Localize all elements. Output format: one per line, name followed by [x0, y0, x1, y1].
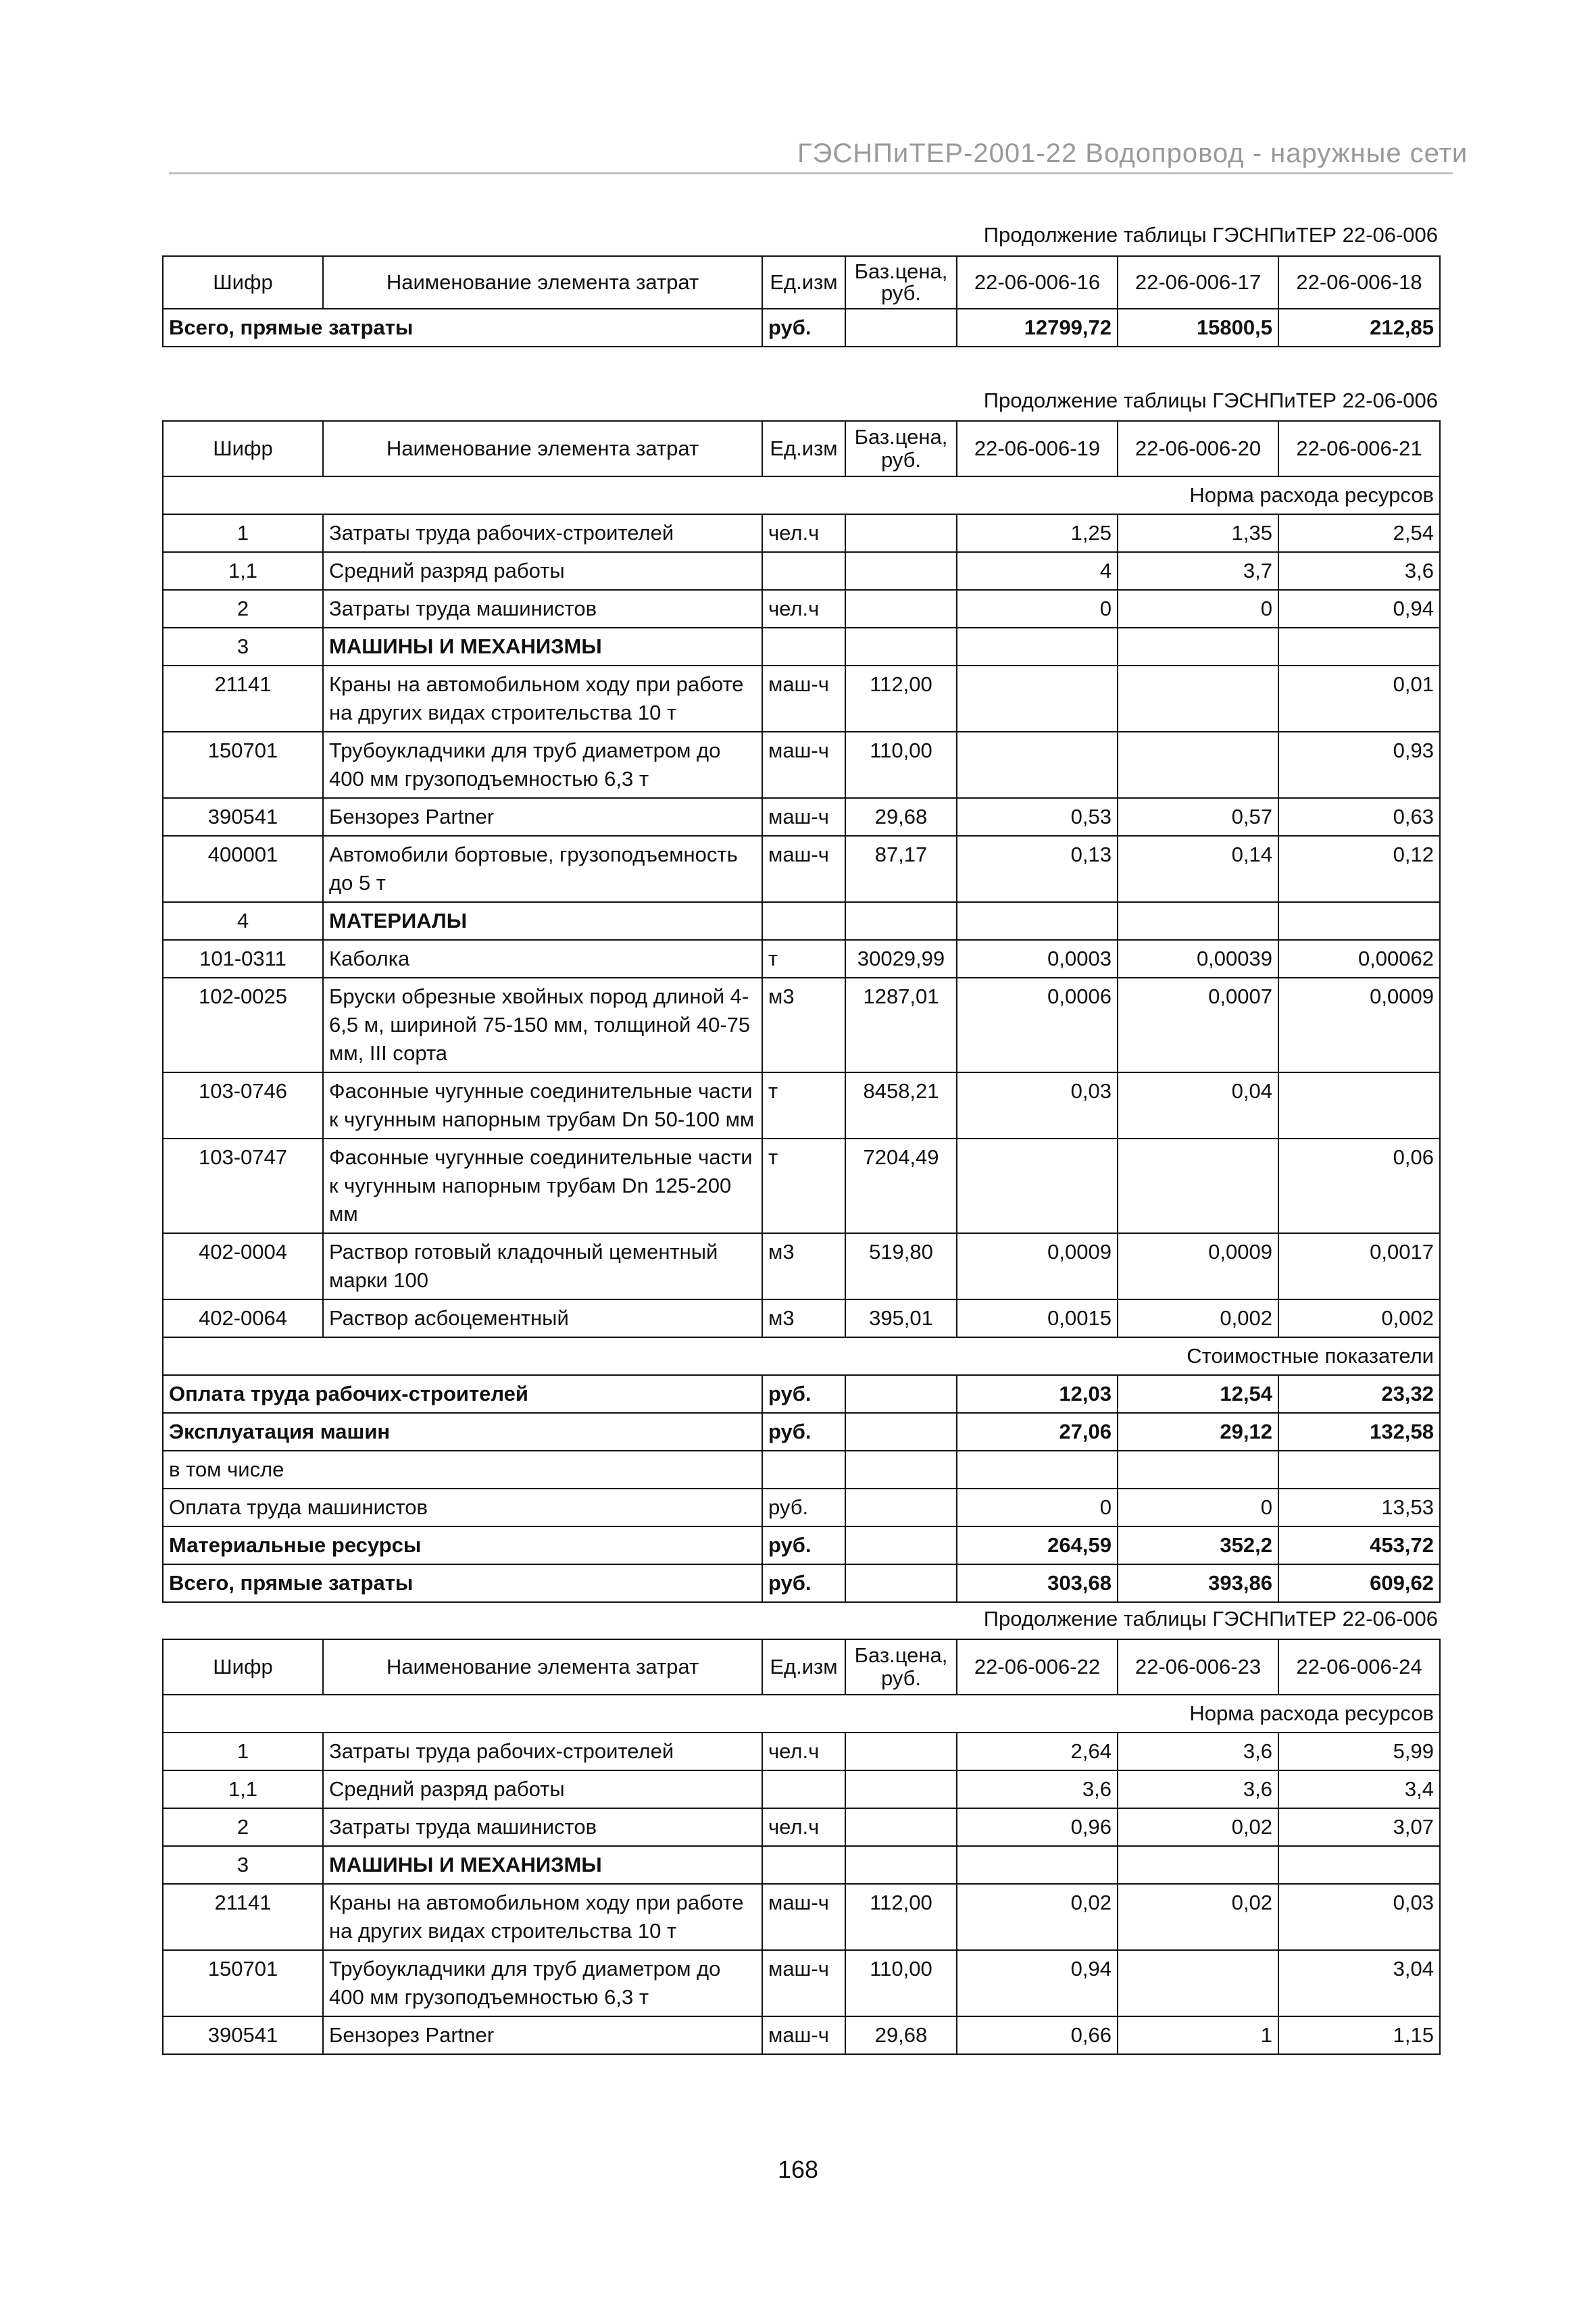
- row-unit: чел.ч: [762, 590, 845, 628]
- row-value: 3,6: [1118, 1733, 1278, 1770]
- row-value: 0,0009: [957, 1233, 1118, 1299]
- table-header-row: [163, 421, 1440, 476]
- table-caption: Продолжение таблицы ГЭСНПиТЕР 22-06-006: [983, 223, 1438, 247]
- col-unit-header: Ед.изм: [762, 421, 845, 476]
- resource-rows: [163, 1733, 1440, 2054]
- cost-value: 453,72: [1278, 1526, 1440, 1564]
- row-unit: маш-ч: [762, 666, 845, 732]
- row-value: 1,15: [1278, 2016, 1440, 2054]
- col-price-header: Баз.цена, руб.: [845, 256, 957, 309]
- col-norm-header: 22-06-006-21: [1278, 421, 1440, 476]
- row-value: [1118, 628, 1278, 666]
- cost-label: Стоимостные показатели: [163, 1337, 1440, 1375]
- col-norm-header: 22-06-006-17: [1118, 256, 1278, 309]
- cost-value: 12,03: [957, 1375, 1118, 1413]
- cost-table-2: [162, 420, 1441, 1603]
- row-value: 0,94: [1278, 590, 1440, 628]
- cost-row: [163, 1375, 1440, 1413]
- row-value: 0: [957, 590, 1118, 628]
- row-price: [845, 552, 957, 590]
- row-value: 3,6: [1118, 1770, 1278, 1808]
- row-value: [1118, 666, 1278, 732]
- row-price: 8458,21: [845, 1072, 957, 1139]
- row-value: [1118, 902, 1278, 940]
- table-header-row: [163, 1639, 1440, 1695]
- row-value: 0,06: [1278, 1139, 1440, 1233]
- row-price: 30029,99: [845, 940, 957, 978]
- cost-label-cell: Материальные ресурсы: [163, 1526, 762, 1564]
- row-value: 0,0003: [957, 940, 1118, 978]
- row-code: 1: [163, 1733, 323, 1770]
- row-price: 110,00: [845, 732, 957, 798]
- row-value: 1: [1118, 2016, 1278, 2054]
- cost-price: [845, 1413, 957, 1451]
- header-rule: [169, 172, 1453, 174]
- col-price-header: Баз.цена, руб.: [845, 421, 957, 476]
- cost-value: 23,32: [1278, 1375, 1440, 1413]
- col-norm-header: 22-06-006-24: [1278, 1639, 1440, 1695]
- row-name: МАШИНЫ И МЕХАНИЗМЫ: [323, 628, 762, 666]
- row-value: 0,94: [957, 1950, 1118, 2016]
- row-price: [845, 1808, 957, 1846]
- col-name-header: Наименование элемента затрат: [323, 256, 762, 309]
- row-value: 0,04: [1118, 1072, 1278, 1139]
- cost-price: [845, 1451, 957, 1489]
- row-unit: маш-ч: [762, 1950, 845, 2016]
- col-norm-header: 22-06-006-16: [957, 256, 1118, 309]
- row-name: Каболка: [323, 940, 762, 978]
- table-row: [163, 1299, 1440, 1337]
- row-name: Бруски обрезные хвойных пород длиной 4-6,5 м, шириной 75-150 мм, толщиной 40-75 мм, III сорта: [323, 978, 762, 1072]
- cost-label-cell: Всего, прямые затраты: [163, 1564, 762, 1602]
- row-value: 4: [957, 552, 1118, 590]
- row-value: 2,54: [1278, 514, 1440, 552]
- cost-value: 29,12: [1118, 1413, 1278, 1451]
- table-caption: Продолжение таблицы ГЭСНПиТЕР 22-06-006: [983, 1607, 1438, 1631]
- cost-price: [845, 1375, 957, 1413]
- row-code: 101-0311: [163, 940, 323, 978]
- row-price: [845, 902, 957, 940]
- col-price-header: Баз.цена, руб.: [845, 1639, 957, 1695]
- table-caption: Продолжение таблицы ГЭСНПиТЕР 22-06-006: [983, 389, 1438, 412]
- row-price: 519,80: [845, 1233, 957, 1299]
- row-value: [957, 732, 1118, 798]
- row-price: 110,00: [845, 1950, 957, 2016]
- cost-unit: руб.: [762, 1526, 845, 1564]
- row-name: Бензорез Partner: [323, 798, 762, 836]
- col-unit-header: Ед.изм: [762, 256, 845, 309]
- table-row: [163, 940, 1440, 978]
- row-name: Затраты труда рабочих-строителей: [323, 514, 762, 552]
- row-name: Затраты труда рабочих-строителей: [323, 1733, 762, 1770]
- table-row: [163, 1733, 1440, 1770]
- row-unit: [762, 1770, 845, 1808]
- row-value: 2,64: [957, 1733, 1118, 1770]
- total-value: 12799,72: [957, 309, 1118, 347]
- row-value: [1118, 1139, 1278, 1233]
- cost-value: 132,58: [1278, 1413, 1440, 1451]
- col-norm-header: 22-06-006-23: [1118, 1639, 1278, 1695]
- norm-label-row: [163, 1695, 1440, 1733]
- row-value: 1,25: [957, 514, 1118, 552]
- table-row: [163, 666, 1440, 732]
- row-price: 1287,01: [845, 978, 957, 1072]
- cost-label-row: [163, 1337, 1440, 1375]
- row-code: 4: [163, 902, 323, 940]
- row-unit: маш-ч: [762, 2016, 845, 2054]
- running-header: ГЭСНПиТЕР-2001-22 Водопровод - наружные сети: [797, 139, 1468, 168]
- table-row: [163, 628, 1440, 666]
- cost-value: 352,2: [1118, 1526, 1278, 1564]
- total-value: 212,85: [1278, 309, 1440, 347]
- col-name-header: Наименование элемента затрат: [323, 421, 762, 476]
- row-unit: [762, 902, 845, 940]
- row-unit: чел.ч: [762, 514, 845, 552]
- cost-value: 393,86: [1118, 1564, 1278, 1602]
- row-value: [1278, 1072, 1440, 1139]
- row-value: 0: [1118, 590, 1278, 628]
- row-price: [845, 590, 957, 628]
- row-value: 3,7: [1118, 552, 1278, 590]
- cost-unit: руб.: [762, 1564, 845, 1602]
- row-code: 103-0746: [163, 1072, 323, 1139]
- table-row: [163, 978, 1440, 1072]
- total-row: [163, 309, 1440, 347]
- table-row: [163, 1770, 1440, 1808]
- col-norm-header: 22-06-006-18: [1278, 256, 1440, 309]
- row-value: 0,0015: [957, 1299, 1118, 1337]
- row-code: 103-0747: [163, 1139, 323, 1233]
- row-value: 0,0009: [1278, 978, 1440, 1072]
- row-value: 0,66: [957, 2016, 1118, 2054]
- cost-label-cell: Оплата труда машинистов: [163, 1489, 762, 1526]
- row-unit: [762, 552, 845, 590]
- row-value: 1,35: [1118, 514, 1278, 552]
- table-row: [163, 732, 1440, 798]
- row-name: Раствор асбоцементный: [323, 1299, 762, 1337]
- row-value: 0,13: [957, 836, 1118, 902]
- table-row: [163, 1808, 1440, 1846]
- row-value: 0,002: [1118, 1299, 1278, 1337]
- row-unit: т: [762, 940, 845, 978]
- row-name: Затраты труда машинистов: [323, 1808, 762, 1846]
- col-norm-header: 22-06-006-20: [1118, 421, 1278, 476]
- row-unit: маш-ч: [762, 836, 845, 902]
- cost-price: [845, 1564, 957, 1602]
- row-value: 3,6: [957, 1770, 1118, 1808]
- cost-price: [845, 1526, 957, 1564]
- row-unit: т: [762, 1072, 845, 1139]
- row-name: Средний разряд работы: [323, 552, 762, 590]
- row-value: [957, 666, 1118, 732]
- cost-row: [163, 1413, 1440, 1451]
- row-value: 0,63: [1278, 798, 1440, 836]
- row-value: 3,4: [1278, 1770, 1440, 1808]
- row-value: 0,03: [957, 1072, 1118, 1139]
- row-price: [845, 1846, 957, 1884]
- row-code: 1,1: [163, 552, 323, 590]
- cost-label-cell: Оплата труда рабочих-строителей: [163, 1375, 762, 1413]
- row-code: 390541: [163, 798, 323, 836]
- cost-value: 12,54: [1118, 1375, 1278, 1413]
- row-value: [1278, 628, 1440, 666]
- total-label: Всего, прямые затраты: [163, 309, 762, 347]
- row-name: Средний разряд работы: [323, 1770, 762, 1808]
- cost-unit: [762, 1451, 845, 1489]
- table-row: [163, 1950, 1440, 2016]
- row-code: 150701: [163, 732, 323, 798]
- row-value: 0,57: [1118, 798, 1278, 836]
- cost-value: 0: [1118, 1489, 1278, 1526]
- row-code: 2: [163, 1808, 323, 1846]
- row-value: 0,03: [1278, 1884, 1440, 1950]
- row-unit: м3: [762, 1299, 845, 1337]
- row-name: Трубоукладчики для труб диаметром до 400 мм грузоподъемностью 6,3 т: [323, 1950, 762, 2016]
- row-price: 112,00: [845, 1884, 957, 1950]
- col-code-header: Шифр: [163, 421, 323, 476]
- table-row: [163, 902, 1440, 940]
- row-unit: м3: [762, 978, 845, 1072]
- row-price: 7204,49: [845, 1139, 957, 1233]
- norm-label: Норма расхода ресурсов: [163, 1695, 1440, 1733]
- row-value: 0,00062: [1278, 940, 1440, 978]
- cost-label-cell: в том числе: [163, 1451, 762, 1489]
- cost-unit: руб.: [762, 1489, 845, 1526]
- row-value: 3,6: [1278, 552, 1440, 590]
- row-code: 402-0064: [163, 1299, 323, 1337]
- row-value: 0,01: [1278, 666, 1440, 732]
- cost-value: 13,53: [1278, 1489, 1440, 1526]
- row-value: 0,0006: [957, 978, 1118, 1072]
- cost-value: 264,59: [957, 1526, 1118, 1564]
- row-value: 0,0017: [1278, 1233, 1440, 1299]
- row-value: 3,04: [1278, 1950, 1440, 2016]
- row-code: 150701: [163, 1950, 323, 2016]
- row-code: 1,1: [163, 1770, 323, 1808]
- row-price: 395,01: [845, 1299, 957, 1337]
- row-value: 0,93: [1278, 732, 1440, 798]
- norm-label-row: [163, 476, 1440, 514]
- row-value: 0,002: [1278, 1299, 1440, 1337]
- row-price: [845, 628, 957, 666]
- total-price: [845, 309, 957, 347]
- table-row: [163, 836, 1440, 902]
- row-code: 402-0004: [163, 1233, 323, 1299]
- row-unit: [762, 628, 845, 666]
- row-unit: маш-ч: [762, 1884, 845, 1950]
- table-row: [163, 552, 1440, 590]
- col-unit-header: Ед.изм: [762, 1639, 845, 1695]
- row-unit: маш-ч: [762, 732, 845, 798]
- cost-row: [163, 1451, 1440, 1489]
- row-name: Краны на автомобильном ходу при работе на других видах строительства 10 т: [323, 666, 762, 732]
- row-price: 87,17: [845, 836, 957, 902]
- norm-label: Норма расхода ресурсов: [163, 476, 1440, 514]
- page-number: 168: [777, 2156, 819, 2183]
- cost-row: [163, 1489, 1440, 1526]
- row-name: Бензорез Partner: [323, 2016, 762, 2054]
- row-price: 29,68: [845, 798, 957, 836]
- table-row: [163, 2016, 1440, 2054]
- table-header-row: [163, 256, 1440, 309]
- row-unit: т: [762, 1139, 845, 1233]
- row-name: Автомобили бортовые, грузоподъемность до 5 т: [323, 836, 762, 902]
- row-value: 5,99: [1278, 1733, 1440, 1770]
- table-row: [163, 514, 1440, 552]
- row-value: 0,12: [1278, 836, 1440, 902]
- cost-value: [957, 1451, 1118, 1489]
- row-code: 102-0025: [163, 978, 323, 1072]
- row-name: МАТЕРИАЛЫ: [323, 902, 762, 940]
- table-row: [163, 1846, 1440, 1884]
- col-norm-header: 22-06-006-22: [957, 1639, 1118, 1695]
- cost-price: [845, 1489, 957, 1526]
- row-unit: [762, 1846, 845, 1884]
- cost-table-1: [162, 255, 1441, 347]
- row-value: [1278, 902, 1440, 940]
- row-value: [1118, 732, 1278, 798]
- cost-rows: [163, 1375, 1440, 1602]
- row-value: 0,96: [957, 1808, 1118, 1846]
- row-value: 0,14: [1118, 836, 1278, 902]
- row-value: 0,53: [957, 798, 1118, 836]
- table-row: [163, 1072, 1440, 1139]
- cost-unit: руб.: [762, 1375, 845, 1413]
- row-value: 3,07: [1278, 1808, 1440, 1846]
- row-value: 0,02: [957, 1884, 1118, 1950]
- col-code-header: Шифр: [163, 1639, 323, 1695]
- row-value: 0,02: [1118, 1808, 1278, 1846]
- cost-value: [1118, 1451, 1278, 1489]
- row-unit: м3: [762, 1233, 845, 1299]
- row-code: 3: [163, 628, 323, 666]
- row-name: Трубоукладчики для труб диаметром до 400 мм грузоподъемностью 6,3 т: [323, 732, 762, 798]
- table-row: [163, 1884, 1440, 1950]
- row-code: 21141: [163, 666, 323, 732]
- col-name-header: Наименование элемента затрат: [323, 1639, 762, 1695]
- row-name: Краны на автомобильном ходу при работе на других видах строительства 10 т: [323, 1884, 762, 1950]
- resource-rows: [163, 514, 1440, 1337]
- row-name: Фасонные чугунные соединительные части к чугунным напорным трубам Dn 125-200 мм: [323, 1139, 762, 1233]
- table-row: [163, 590, 1440, 628]
- total-value: 15800,5: [1118, 309, 1278, 347]
- row-code: 1: [163, 514, 323, 552]
- row-value: [1118, 1950, 1278, 2016]
- cost-value: 27,06: [957, 1413, 1118, 1451]
- cost-row: [163, 1526, 1440, 1564]
- row-code: 390541: [163, 2016, 323, 2054]
- row-code: 2: [163, 590, 323, 628]
- row-unit: чел.ч: [762, 1733, 845, 1770]
- row-name: Затраты труда машинистов: [323, 590, 762, 628]
- row-value: [957, 902, 1118, 940]
- row-code: 21141: [163, 1884, 323, 1950]
- cost-value: [1278, 1451, 1440, 1489]
- row-value: 0,02: [1118, 1884, 1278, 1950]
- row-price: 112,00: [845, 666, 957, 732]
- total-unit: руб.: [762, 309, 845, 347]
- row-value: [957, 1846, 1118, 1884]
- cost-value: 609,62: [1278, 1564, 1440, 1602]
- col-norm-header: 22-06-006-19: [957, 421, 1118, 476]
- col-code-header: Шифр: [163, 256, 323, 309]
- row-price: [845, 514, 957, 552]
- row-value: [957, 1139, 1118, 1233]
- row-price: [845, 1770, 957, 1808]
- table-row: [163, 798, 1440, 836]
- row-name: Фасонные чугунные соединительные части к чугунным напорным трубам Dn 50-100 мм: [323, 1072, 762, 1139]
- row-value: 0,0007: [1118, 978, 1278, 1072]
- row-value: [957, 628, 1118, 666]
- row-code: 400001: [163, 836, 323, 902]
- table-row: [163, 1139, 1440, 1233]
- row-price: [845, 1733, 957, 1770]
- cost-row: [163, 1564, 1440, 1602]
- row-value: 0,0009: [1118, 1233, 1278, 1299]
- cost-value: 0: [957, 1489, 1118, 1526]
- cost-label-cell: Эксплуатация машин: [163, 1413, 762, 1451]
- row-value: [1278, 1846, 1440, 1884]
- cost-table-3: [162, 1639, 1441, 2055]
- cost-value: 303,68: [957, 1564, 1118, 1602]
- table-row: [163, 1233, 1440, 1299]
- row-code: 3: [163, 1846, 323, 1884]
- row-price: 29,68: [845, 2016, 957, 2054]
- row-value: [1118, 1846, 1278, 1884]
- cost-unit: руб.: [762, 1413, 845, 1451]
- row-value: 0,00039: [1118, 940, 1278, 978]
- row-name: Раствор готовый кладочный цементный марки 100: [323, 1233, 762, 1299]
- row-unit: чел.ч: [762, 1808, 845, 1846]
- row-unit: маш-ч: [762, 798, 845, 836]
- row-name: МАШИНЫ И МЕХАНИЗМЫ: [323, 1846, 762, 1884]
